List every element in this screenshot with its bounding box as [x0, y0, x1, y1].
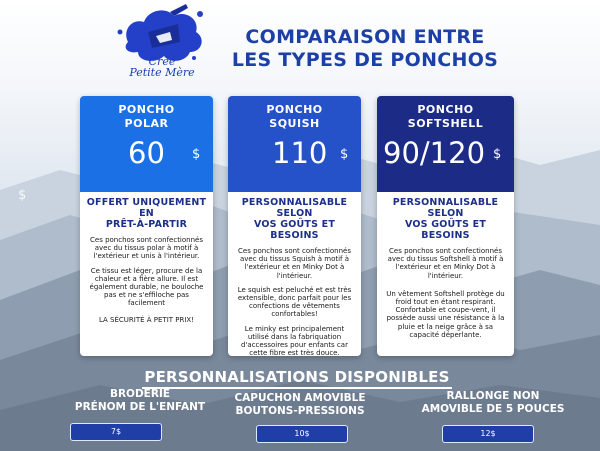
- title-line-2: LES TYPES DE PONCHOS: [231, 49, 499, 71]
- card-paragraph: Ces ponchos sont confectionnés avec du tissus polar à motif à l'extérieur et unis à l'intérieur.: [90, 236, 203, 261]
- card-name-line-2: SQUISH: [269, 117, 320, 130]
- card-poncho-polar: [80, 96, 213, 356]
- card-paragraph: Ces ponchos sont confectionnés avec du tissus Squish à motif à l'extérieur et en Minky Dot à l'intérieur.: [238, 247, 351, 280]
- card-subtitle-line-1: OFFERT UNIQUEMENT EN: [86, 197, 207, 219]
- card-paragraph: LA SÉCURITÉ À PETIT PRIX!: [98, 315, 195, 324]
- card-subtitle-line-2: VOS GOÛTS ET BESOINS: [405, 219, 486, 241]
- option-rallonge-price: 12$: [442, 425, 534, 443]
- title-line-1: COMPARAISON ENTRE: [245, 26, 485, 48]
- card-name-line-2: SOFTSHELL: [407, 117, 484, 130]
- card-header: [228, 96, 361, 192]
- option-capuchon-label: [205, 392, 395, 418]
- personnalisations-title: PERSONNALISATIONS DISPONIBLES: [142, 368, 452, 389]
- option-label-line-1: BRODERIE: [109, 388, 171, 400]
- card-name-line-1: PONCHO: [417, 103, 474, 116]
- card-price: 110: [272, 136, 328, 170]
- card-paragraph: Un vêtement Softshell protège du froid tout en étant respirant. Confortable et coupe-vent, il possède aussi une résistance à la pluie et la neige grâce à sa capacité déperlante.: [386, 289, 505, 339]
- card-subtitle-line-2: PRÊT-À-PARTIR: [105, 219, 188, 230]
- card-currency: $: [493, 147, 502, 162]
- option-label-line-2: AMOVIBLE DE 5 POUCES: [421, 403, 565, 415]
- card-price: 90/120: [383, 136, 486, 170]
- card-paragraph: Ces ponchos sont confectionnés avec du tissus Softshell à motif à l'extérieur et en Minky Dot à l'intérieur.: [387, 247, 504, 280]
- card-subtitle-line-1: PERSONNALISABLE SELON: [241, 197, 348, 219]
- card-description: [377, 241, 514, 339]
- card-description: [80, 230, 213, 324]
- option-broderie-price: 7$: [70, 423, 162, 441]
- option-capuchon-price: 10$: [256, 425, 348, 443]
- card-poncho-squish: [228, 96, 361, 356]
- card-name-line-2: POLAR: [124, 117, 169, 130]
- card-subtitle: [228, 192, 361, 241]
- card-name-line-1: PONCHO: [118, 103, 175, 116]
- page-title: [215, 26, 515, 72]
- card-subtitle: [80, 192, 213, 230]
- card-subtitle: [377, 192, 514, 241]
- card-subtitle-line-1: PERSONNALISABLE SELON: [392, 197, 499, 219]
- option-label-line-2: BOUTONS-PRESSIONS: [235, 405, 365, 417]
- option-label-line-1: CAPUCHON AMOVIBLE: [234, 392, 366, 404]
- card-paragraph: Ce tissu est léger, procure de la chaleur et a fière allure. Il est également durable, ne bouloche pas et ne s'effiloche pas facilement: [89, 266, 204, 308]
- card-name: [228, 103, 361, 131]
- option-label-line-1: RALLONGE NON: [446, 390, 540, 402]
- logo-line-1: Créé: [148, 55, 176, 68]
- card-header: [80, 96, 213, 192]
- card-paragraph: Le minky est principalement utilisé dans la fabriquation d'accessoires pour enfants car cette fibre est très douce.: [241, 324, 348, 356]
- card-subtitle-line-2: VOS GOÛTS ET BESOINS: [254, 219, 335, 241]
- card-name: [377, 103, 514, 131]
- card-currency: $: [192, 147, 201, 162]
- card-poncho-softshell: [377, 96, 514, 356]
- decorative-dollar: $: [18, 188, 27, 203]
- card-name-line-1: PONCHO: [266, 103, 323, 116]
- option-label-line-2: PRÉNOM DE L'ENFANT: [74, 401, 206, 413]
- option-rallonge-label: [388, 390, 598, 416]
- card-name: [80, 103, 213, 131]
- logo-wordmark: [112, 56, 212, 78]
- card-currency: $: [340, 147, 349, 162]
- card-description: [228, 241, 361, 356]
- card-paragraph: Le squish est peluché et est très extensible, donc parfait pour les confections de vêtements confortables!: [237, 285, 352, 319]
- card-price: 60: [128, 136, 165, 170]
- logo-line-2: Petite Mère: [129, 66, 195, 79]
- card-header: [377, 96, 514, 192]
